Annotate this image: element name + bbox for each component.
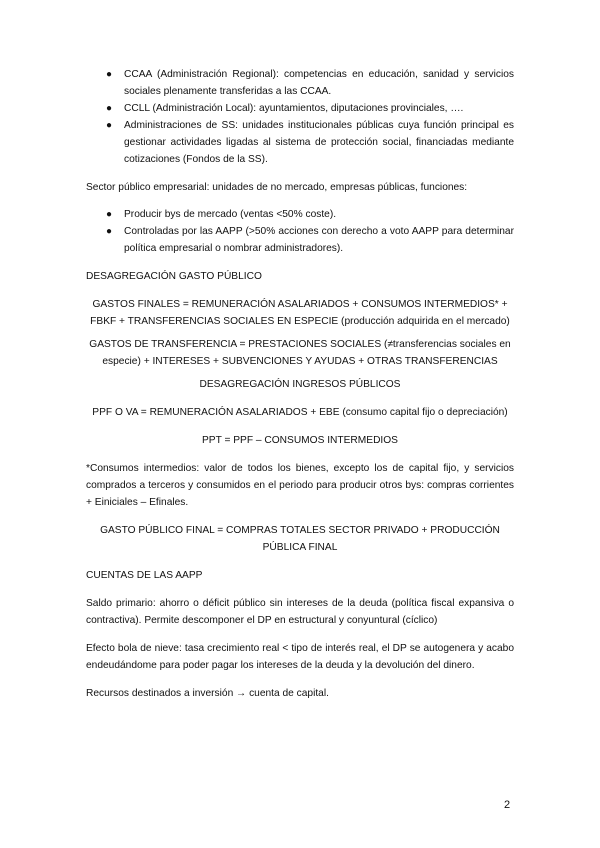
formula-gasto-publico-final: GASTO PÚBLICO FINAL = COMPRAS TOTALES SECTOR PRIVADO + PRODUCCIÓN PÚBLICA FINAL <box>100 525 500 553</box>
list-item: ● Producir bys de mercado (ventas <50% coste). <box>86 206 514 223</box>
formula-gastos-finales: GASTOS FINALES = REMUNERACIÓN ASALARIADOS + CONSUMOS INTERMEDIOS* + FBKF + TRANSFERENCIAS SOCIALES EN ESPECIE (producción adquirida en el mercado) <box>90 299 510 327</box>
administraciones-list <box>86 66 514 168</box>
sector-empresarial-paragraph: Sector público empresarial: unidades de no mercado, empresas públicas, funciones: <box>86 182 468 193</box>
formula-ppf: PPF O VA = REMUNERACIÓN ASALARIADOS + EBE (consumo capital fijo o depreciación) <box>92 407 508 418</box>
page-content <box>86 66 514 702</box>
heading-cuentas-aapp: CUENTAS DE LAS AAPP <box>86 570 203 581</box>
list-item: ● CCAA (Administración Regional): competencias en educación, sanidad y servicios sociales plenamente transferidas a las CCAA. <box>86 66 514 100</box>
list-item: ● CCLL (Administración Local): ayuntamientos, diputaciones provinciales, …. <box>86 100 514 117</box>
heading-gasto-publico: DESAGREGACIÓN GASTO PÚBLICO <box>86 271 262 282</box>
bullet-icon: ● <box>106 209 113 220</box>
heading-ingresos-publicos: DESAGREGACIÓN INGRESOS PÚBLICOS <box>199 379 401 390</box>
formula-ppt: PPT = PPF – CONSUMOS INTERMEDIOS <box>202 435 398 446</box>
recursos-inversion-paragraph: Recursos destinados a inversión → cuenta de capital. <box>86 688 329 699</box>
formula-gastos-transferencia: GASTOS DE TRANSFERENCIA = PRESTACIONES SOCIALES (≠transferencias sociales en especie) + INTERESES + SUBVENCIONES Y AYUDAS + OTRAS TRANSFERENCIAS <box>89 339 511 367</box>
nota-consumos-intermedios: *Consumos intermedios: valor de todos los bienes, excepto los de capital fijo, y servicios comprados a terceros y consumidos en el periodo para producir otros bys: compras corrientes + Einiciales – Efinales. <box>86 463 514 508</box>
list-item: ● Controladas por las AAPP (>50% acciones con derecho a voto AAPP para determinar política empresarial o nombrar administradores). <box>86 223 514 257</box>
bullet-icon: ● <box>106 120 113 131</box>
bullet-icon: ● <box>106 103 113 114</box>
list-item: ● Administraciones de SS: unidades institucionales públicas cuya función principal es gestionar actividades ligadas al sistema de protección social, financiadas mediante cotizaciones (Fondos de la SS). <box>86 117 514 168</box>
bullet-icon: ● <box>106 226 113 237</box>
funciones-list <box>86 206 514 257</box>
page-number: 2 <box>504 799 511 811</box>
bullet-icon: ● <box>106 69 113 80</box>
saldo-primario-paragraph: Saldo primario: ahorro o déficit público sin intereses de la deuda (política fiscal expansiva o contractiva). Permite descomponer el DP en estructural y conyuntural (cíclico) <box>86 598 514 626</box>
efecto-bola-nieve-paragraph: Efecto bola de nieve: tasa crecimiento real < tipo de interés real, el DP se autogenera y acabo endeudándome para poder pagar los intereses de la deuda y la devolución del dinero. <box>86 643 514 671</box>
